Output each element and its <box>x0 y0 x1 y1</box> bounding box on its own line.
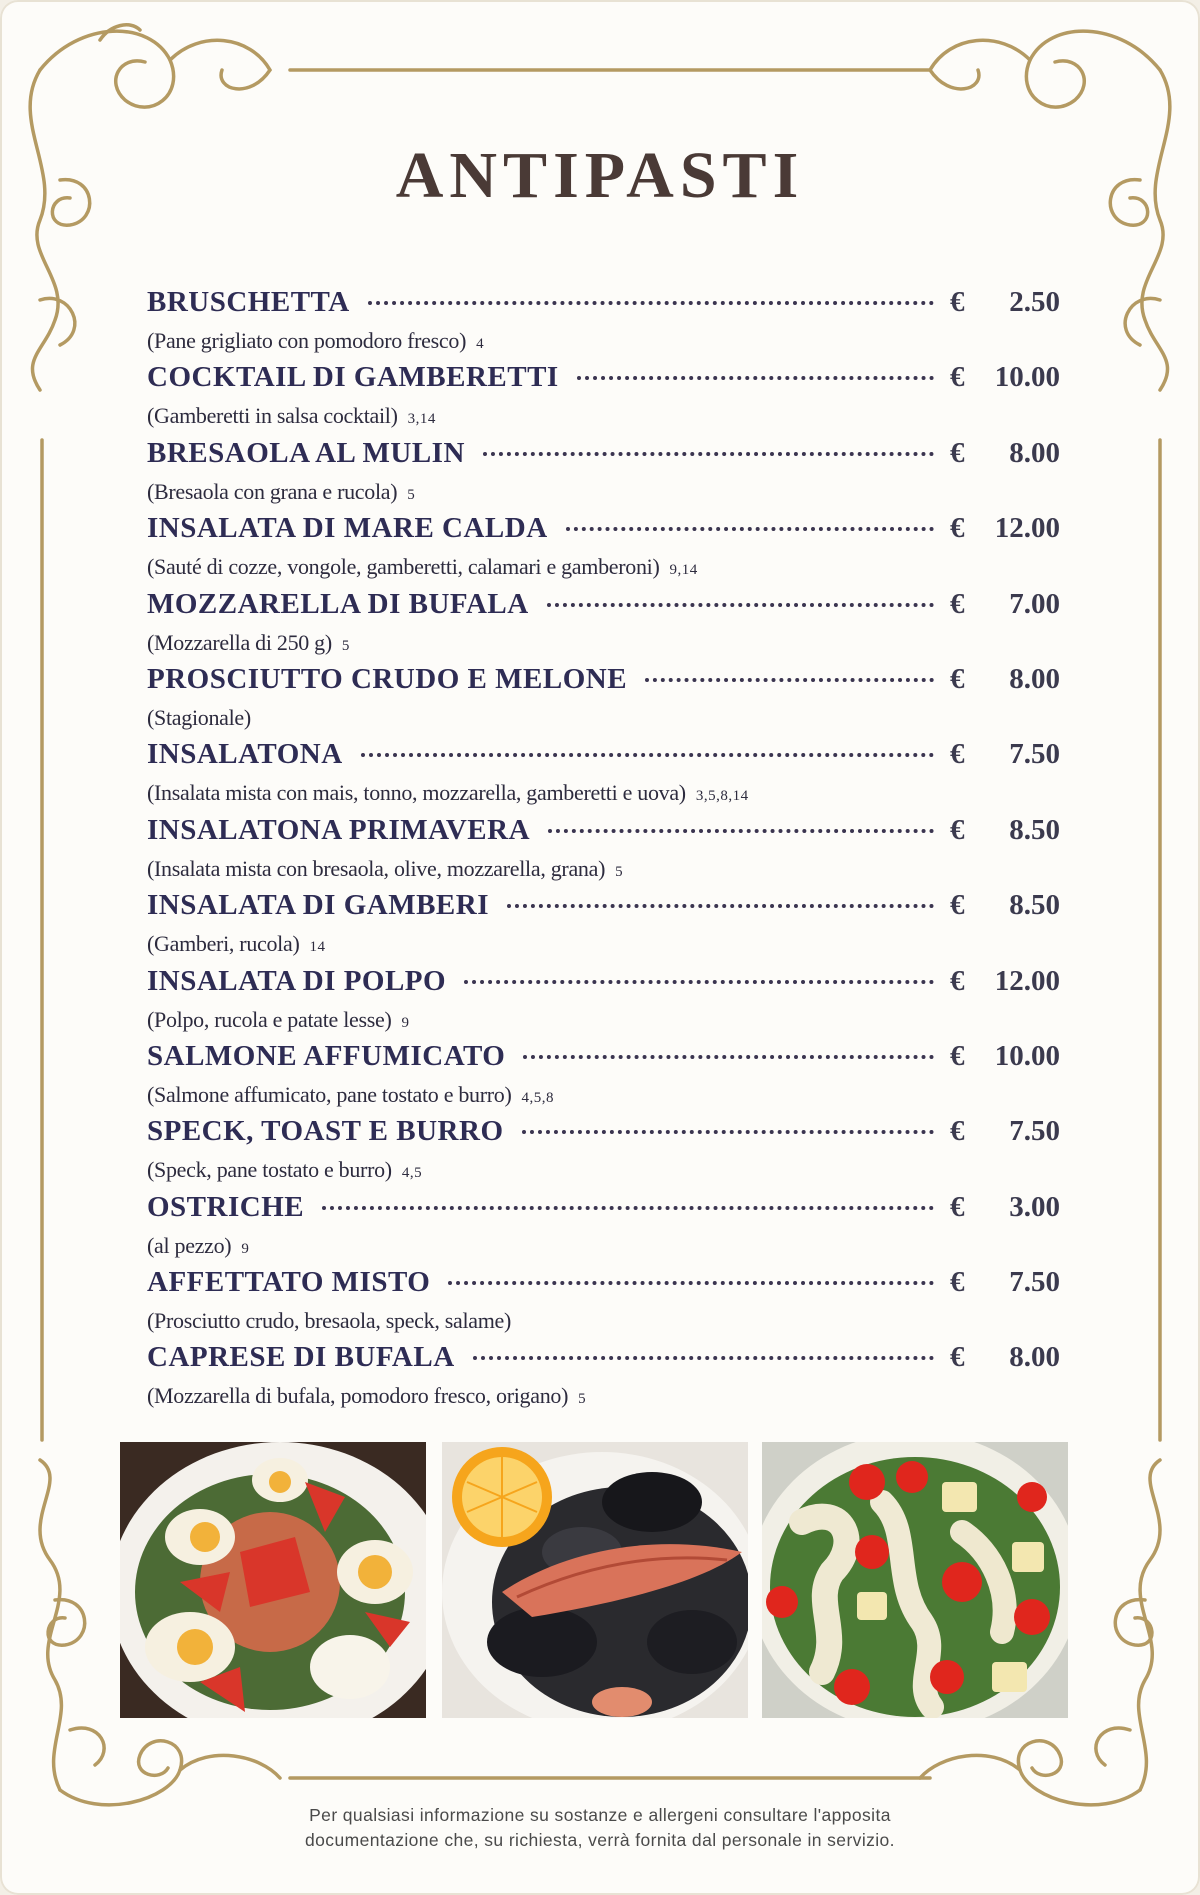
menu-item-name: MOZZARELLA DI BUFALA <box>147 587 529 620</box>
menu-item-allergens: 5 <box>341 637 350 654</box>
menu-item-price <box>950 1040 1060 1073</box>
currency-symbol: € <box>950 436 965 469</box>
menu-item <box>147 663 1060 738</box>
menu-item-price <box>950 1115 1060 1148</box>
menu-item-price <box>950 437 1060 470</box>
allergen-notice-line-1: Per qualsiasi informazione su sostanze e allergeni consultare l'apposita <box>309 1805 891 1825</box>
price-amount: 7.50 <box>1009 738 1060 771</box>
currency-symbol: € <box>950 1039 965 1072</box>
price-amount: 10.00 <box>994 1039 1060 1072</box>
menu-item-description-line <box>147 1080 1060 1113</box>
menu-item-name: INSALATA DI MARE CALDA <box>147 512 548 545</box>
dot-leader <box>566 527 934 531</box>
dot-leader <box>473 1356 934 1360</box>
menu-item-name: OSTRICHE <box>147 1190 305 1223</box>
menu-item-row <box>147 965 1060 1005</box>
menu-item-description-line <box>147 401 1060 434</box>
menu-item-row <box>147 361 1060 401</box>
menu-item-name: INSALATA DI GAMBERI <box>147 889 489 922</box>
menu-item-row <box>147 814 1060 854</box>
menu-item-allergens: 4,5,8 <box>521 1089 555 1106</box>
price-amount: 3.00 <box>1009 1190 1060 1223</box>
menu-item-price <box>950 1341 1060 1374</box>
dot-leader <box>368 301 934 305</box>
currency-symbol: € <box>950 361 965 394</box>
menu-item-name: INSALATONA PRIMAVERA <box>147 813 531 846</box>
menu-item-price <box>950 814 1060 847</box>
menu-item-description-line <box>147 929 1060 962</box>
dot-leader <box>448 1281 934 1285</box>
menu-item-allergens: 3,14 <box>407 411 436 428</box>
menu-item-name: BRESAOLA AL MULIN <box>147 436 465 469</box>
dot-leader <box>361 753 934 757</box>
page-title: ANTIPASTI <box>395 139 805 212</box>
menu-item-row <box>147 1040 1060 1080</box>
price-amount: 8.00 <box>1009 662 1060 695</box>
price-amount: 8.50 <box>1009 889 1060 922</box>
menu-item-name: SALMONE AFFUMICATO <box>147 1039 506 1072</box>
menu-item-description: (Polpo, rucola e patate lesse) <box>147 1006 392 1032</box>
menu-item <box>147 1266 1060 1341</box>
currency-symbol: € <box>950 1266 965 1299</box>
currency-symbol: € <box>950 587 965 620</box>
menu-item-row <box>147 286 1060 326</box>
menu-item-description: (Salmone affumicato, pane tostato e burro) <box>147 1081 512 1107</box>
menu-item-description: (al pezzo) <box>147 1232 232 1258</box>
menu-item-price <box>950 1266 1060 1299</box>
dot-leader <box>645 678 934 682</box>
menu-item-name: PROSCIUTTO CRUDO E MELONE <box>147 662 628 695</box>
menu-item-row <box>147 1341 1060 1381</box>
dot-leader <box>464 980 934 984</box>
menu-item-allergens: 5 <box>578 1391 587 1408</box>
dot-leader <box>522 1130 935 1134</box>
currency-symbol: € <box>950 964 965 997</box>
menu-item-row <box>147 588 1060 628</box>
menu-item-row <box>147 1115 1060 1155</box>
menu-item-description-line <box>147 854 1060 887</box>
menu-item-description-line <box>147 1005 1060 1038</box>
menu-item-description-line <box>147 1381 1060 1414</box>
menu-item-row <box>147 512 1060 552</box>
menu-item-description: (Sauté di cozze, vongole, gamberetti, calamari e gamberoni) <box>147 554 660 580</box>
menu-item <box>147 512 1060 587</box>
menu-item-description-line <box>147 628 1060 661</box>
currency-symbol: € <box>950 1341 965 1374</box>
menu-item-price <box>950 663 1060 696</box>
menu-item-allergens: 4,5 <box>401 1165 423 1182</box>
menu-item-allergens: 5 <box>407 486 416 503</box>
menu-item-price <box>950 361 1060 394</box>
menu-item-description: (Mozzarella di bufala, pomodoro fresco, origano) <box>147 1383 569 1409</box>
menu-item-price <box>950 738 1060 771</box>
menu-item-description: (Gamberetti in salsa cocktail) <box>147 403 398 429</box>
menu-item-allergens: 9 <box>401 1014 410 1031</box>
menu-item-description: (Stagionale) <box>147 704 251 730</box>
menu-item-description-line <box>147 1155 1060 1188</box>
menu-item-description: (Prosciutto crudo, bresaola, speck, salame) <box>147 1308 512 1334</box>
menu-item-price <box>950 286 1060 319</box>
menu-item <box>147 1191 1060 1266</box>
menu-item-row <box>147 437 1060 477</box>
dot-leader <box>547 603 934 607</box>
menu-item <box>147 1115 1060 1190</box>
menu-item-row <box>147 1191 1060 1231</box>
menu-item-allergens: 4 <box>476 336 485 352</box>
price-amount: 10.00 <box>994 361 1060 394</box>
price-amount: 12.00 <box>994 964 1060 997</box>
menu-list <box>147 286 1060 1417</box>
dot-leader <box>322 1206 934 1210</box>
dot-leader <box>548 829 934 833</box>
allergen-notice <box>0 1803 1200 1853</box>
menu-item-description-line <box>147 778 1060 811</box>
photo-octopus-salad <box>762 1442 1068 1718</box>
price-amount: 7.50 <box>1009 1115 1060 1148</box>
menu-item-description: (Bresaola con grana e rucola) <box>147 478 398 504</box>
menu-item <box>147 738 1060 813</box>
menu-item-allergens: 5 <box>615 863 624 880</box>
menu-item <box>147 286 1060 361</box>
menu-item-description: (Pane grigliato con pomodoro fresco) <box>147 328 467 353</box>
menu-item <box>147 965 1060 1040</box>
menu-item-description-line <box>147 552 1060 585</box>
currency-symbol: € <box>950 1115 965 1148</box>
price-amount: 8.00 <box>1009 1341 1060 1374</box>
dot-leader <box>483 452 934 456</box>
menu-item-name: CAPRESE DI BUFALA <box>147 1341 455 1374</box>
menu-item-name: COCKTAIL DI GAMBERETTI <box>147 361 559 394</box>
menu-item-allergens: 3,5,8,14 <box>695 788 749 805</box>
menu-item-name: BRUSCHETTA <box>147 286 350 318</box>
menu-item-description-line <box>147 1306 1060 1336</box>
menu-item-description-line <box>147 477 1060 510</box>
menu-item <box>147 437 1060 512</box>
menu-item-description: (Insalata mista con bresaola, olive, mozzarella, grana) <box>147 855 606 881</box>
dot-leader <box>507 904 934 908</box>
menu-item-description-line <box>147 1231 1060 1264</box>
menu-item-price <box>950 1191 1060 1224</box>
menu-item-row <box>147 738 1060 778</box>
menu-item-name: INSALATONA <box>147 738 343 771</box>
currency-symbol: € <box>950 512 965 545</box>
menu-item-allergens: 9,14 <box>669 562 698 579</box>
menu-item-name: SPECK, TOAST E BURRO <box>147 1115 504 1148</box>
menu-item-row <box>147 663 1060 703</box>
menu-item-name: INSALATA DI POLPO <box>147 964 447 997</box>
currency-symbol: € <box>950 738 965 771</box>
menu-item-price <box>950 965 1060 998</box>
menu-item-description: (Mozzarella di 250 g) <box>147 629 332 655</box>
allergen-notice-line-2: documentazione che, su richiesta, verrà fornita dal personale in servizio. <box>305 1830 895 1850</box>
currency-symbol: € <box>950 889 965 922</box>
price-amount: 8.00 <box>1009 436 1060 469</box>
price-amount: 7.00 <box>1009 587 1060 620</box>
menu-item-allergens: 14 <box>309 939 326 956</box>
menu-item-description-line <box>147 703 1060 733</box>
menu-item <box>147 1040 1060 1115</box>
currency-symbol: € <box>950 662 965 695</box>
menu-item-description: (Speck, pane tostato e burro) <box>147 1157 392 1183</box>
menu-item-description: (Insalata mista con mais, tonno, mozzarella, gamberetti e uova) <box>147 780 686 806</box>
menu-item-row <box>147 1266 1060 1306</box>
menu-item-description-line <box>147 326 1060 359</box>
price-amount: 8.50 <box>1009 813 1060 846</box>
food-photos <box>120 1442 1068 1718</box>
dot-leader <box>523 1055 934 1059</box>
currency-symbol: € <box>950 1190 965 1223</box>
price-amount: 7.50 <box>1009 1266 1060 1299</box>
price-amount: 2.50 <box>1009 286 1060 318</box>
menu-item <box>147 1341 1060 1416</box>
menu-item-allergens: 9 <box>241 1240 250 1257</box>
price-amount: 12.00 <box>994 512 1060 545</box>
photo-egg-salad <box>120 1442 426 1718</box>
menu-item <box>147 588 1060 663</box>
currency-symbol: € <box>950 286 965 318</box>
menu-item <box>147 889 1060 964</box>
menu-item-name: AFFETTATO MISTO <box>147 1266 431 1299</box>
currency-symbol: € <box>950 813 965 846</box>
menu-item-description: (Gamberi, rucola) <box>147 931 300 957</box>
menu-item-price <box>950 889 1060 922</box>
menu-item <box>147 361 1060 436</box>
menu-item-price <box>950 588 1060 621</box>
menu-item <box>147 814 1060 889</box>
menu-item-price <box>950 512 1060 545</box>
photo-mussels-prawn <box>442 1442 748 1718</box>
menu-item-row <box>147 889 1060 929</box>
dot-leader <box>577 376 934 380</box>
